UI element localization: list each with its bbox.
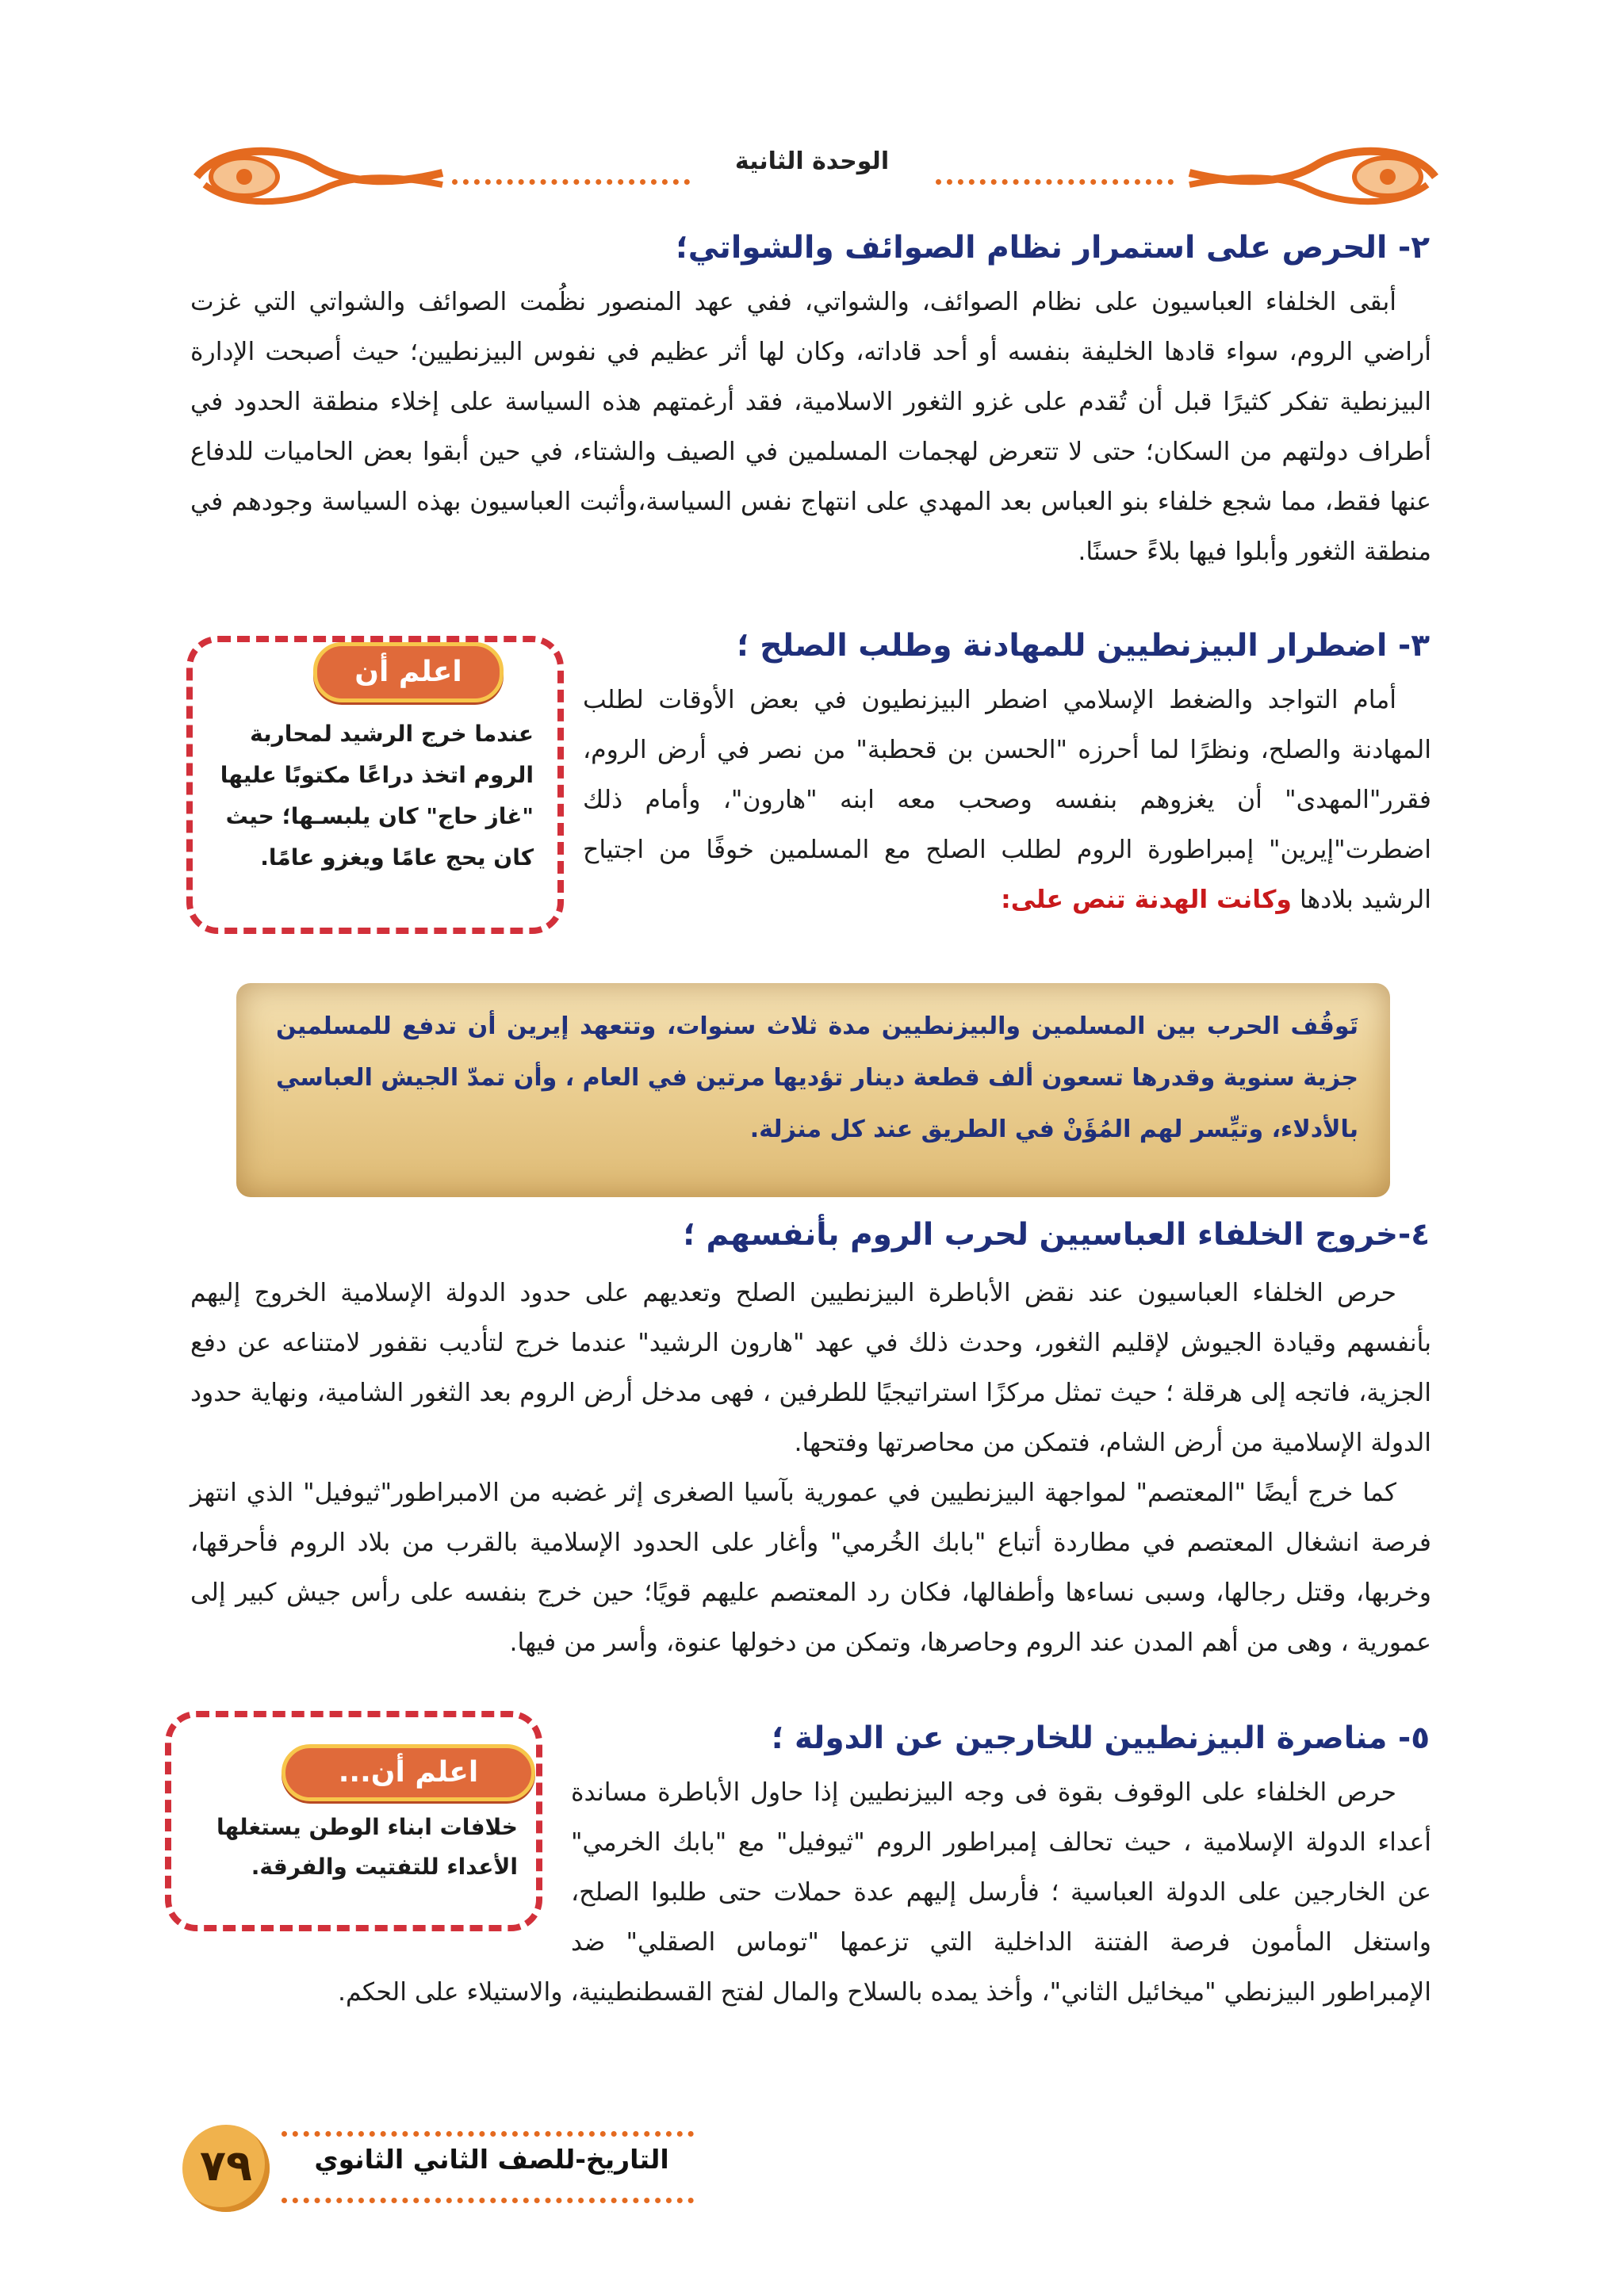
- header-ornament-right: [1182, 141, 1443, 212]
- truce-terms-text: تَوقُف الحرب بين المسلمين والبيزنطيين مدة ثلاث سنوات، وتتعهد إيرين أن تدفع للمسلمين جزية سنوية وقدرها تسعون ألف قطعة دينار تؤديها مرتين في العام ، وأن تمدّ الجيش العباسي بالأدلاء، وتيِّسر لهم المُؤَنْ في الطريق عند كل منزلة.: [276, 1012, 1358, 1143]
- section-3-paragraph: [583, 675, 1431, 925]
- page-number: ٧٩: [200, 2141, 252, 2191]
- section-4-text-2: كما خرج أيضًا "المعتصم" لمواجهة البيزنطيين في عمورية بآسيا الصغرى إثر غضبه من الامبراطور"ثيوفيل" الذي انتهز فرصة انشغال المعتصم في مطاردة أتباع "بابك الخُرمي" وأغار على الحدود الإسلامية بالقرب من بلاد الروم فأحرقها، وخربها، وقتل رجالها، وسبى نساءها وأطفالها، فكان رد المعتصم عليهم قويًا؛ حين خرج بنفسه على رأس جيش كبير إلى عمورية ، وهى من أهم المدن عند الروم وحاصرها، وتمكن من دخولها عنوة، وأسر من فيها.: [190, 1479, 1431, 1657]
- truce-terms-scroll: [236, 983, 1390, 1197]
- note-badge-unity: اعلم أن...: [282, 1744, 535, 1801]
- footer-dotted-line-top: [282, 2131, 694, 2137]
- section-5-note-spacer: [190, 1768, 571, 1958]
- note-text-unity: خلافات ابناء الوطن يستغلها الأعداء للتفتيت والفرقة.: [216, 1814, 518, 1880]
- unit-title: الوحدة الثانية: [734, 147, 890, 175]
- section-5-paragraph: [190, 1768, 1431, 2018]
- book-title: التاريخ-للصف الثاني الثانوي: [314, 2144, 669, 2175]
- header-dotted-line-left: [452, 179, 690, 185]
- footer-dotted-line-bottom: [282, 2198, 694, 2203]
- section-5-heading: ٥- مناصرة البيزنطيين للخارجين عن الدولة ؛: [771, 1720, 1430, 1756]
- note-badge-rashid: اعلم أن: [313, 642, 504, 702]
- section-2-text: أبقى الخلفاء العباسيون على نظام الصوائف، والشواتي، ففي عهد المنصور نظُمت الصوائف والشواتي التي غزت أراضي الروم، سواء قادها الخليفة بنفسه أو أحد قاداته، وكان لها أثر عظيم في نفوس البيزنطيين؛ حيث أصبحت الإدارة البيزنطية تفكر كثيرًا قبل أن تُقدم على غزو الثغور الاسلامية، فقد أرغمتهم هذه السياسة على إخلاء منطقة الحدود في أطراف دولتهم من السكان؛ حتى لا تتعرض لهجمات المسلمين في الصيف والشتاء، في حين أبقوا بعض الحاميات للدفاع عنها فقط، مما شجع خلفاء بنو العباس بعد المهدي على انتهاج نفس السياسة،وأثبت العباسيون بهذه السياسة وجودهم في منطقة الثغور وأبلوا فيها بلاءً حسنًا.: [190, 288, 1431, 566]
- section-4-text-1: حرص الخلفاء العباسيون عند نقض الأباطرة البيزنطيين الصلح وتعديهم على حدود الدولة الإسلامية الخروج إليهم بأنفسهم وقيادة الجيوش لإقليم الثغور، وحدث ذلك في عهد "هارون الرشيد" عندما خرج لتأديب نقفور لامتناعه عن دفع الجزية، فاتجه إلى هرقلة ؛ حيث تمثل مركزًا استراتيجيًا للطرفين ، فهى مدخل أرض الروم بعد الثغور الشامية، ونهاية حدود الدولة الإسلامية من أرض الشام، فتمكن من محاصرتها وفتحها.: [190, 1279, 1431, 1457]
- section-2-paragraph: [190, 277, 1431, 577]
- header-dotted-line-right: [936, 179, 1174, 185]
- section-4-heading: ٤-خروج الخلفاء العباسيين لحرب الروم بأنفسهم ؛: [683, 1217, 1430, 1253]
- section-3-heading: ٣- اضطرار البيزنطيين للمهادنة وطلب الصلح ؛: [737, 628, 1430, 664]
- section-5-text: حرص الخلفاء على الوقوف بقوة فى وجه البيزنطيين إذا حاول الأباطرة مساندة أعداء الدولة الإسلامية ، حيث تحالف إمبراطور الروم "ثيوفيل" مع "بابك الخرمي" عن الخارجين على الدولة العباسية ؛ فأرسل إليهم عدة حملات حتى طلبوا الصلح، واستغل المأمون فرصة الفتنة الداخلية التي تزعمها "توماس الصقلي" ضد الإمبراطور البيزنطي "ميخائيل الثاني"، وأخذ يمده بالسلاح والمال لفتح القسطنطينية، والاستيلاء على الحكم.: [337, 1778, 1431, 2007]
- note-text-rashid: عندما خرج الرشيد لمحاربة الروم اتخذ دراعًا مكتوبًا عليها "غاز حاج" كان يلبسـها؛ حيث كان يحج عامًا ويغزو عامًا.: [220, 721, 534, 871]
- truce-terms-label: وكانت الهدنة تنص على:: [1001, 886, 1292, 914]
- section-2-heading: ٢- الحرص على استمرار نظام الصوائف والشواتي؛: [676, 230, 1430, 266]
- section-3-text: أمام التواجد والضغط الإسلامي اضطر البيزنطيون في بعض الأوقات لطلب المهادنة والصلح، ونظرًا لما أحرزه "الحسن بن قحطبة" من نصر في أرض الروم، فقرر"المهدى" أن يغزوهم بنفسه وصحب معه ابنه "هارون"، وأمام ذلك اضطرت"إيرين" إمبراطورة الروم لطلب الصلح مع المسلمين خوفًا من اجتياح الرشيد بلادها: [583, 686, 1431, 914]
- section-4-paragraph-1: [190, 1269, 1431, 1468]
- section-4-paragraph-2: [190, 1468, 1431, 1668]
